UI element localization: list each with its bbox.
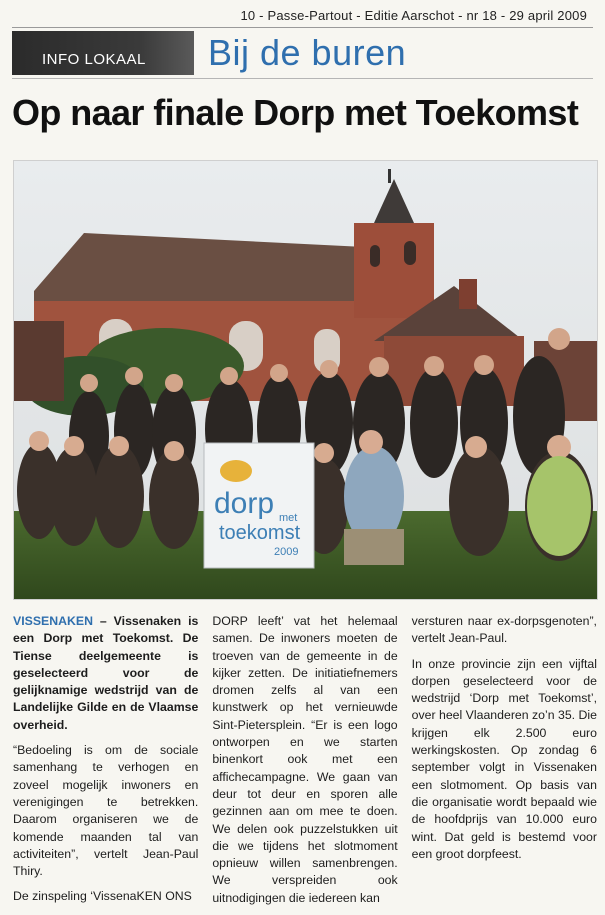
article-column-2 xyxy=(212,613,397,915)
sign-year: 2009 xyxy=(274,546,299,558)
article-lead xyxy=(13,613,198,734)
top-rule xyxy=(12,27,593,28)
article-paragraph-2: DORP leeft’ vat het helemaal samen. De inwoners moeten de troeven van de gemeente in de kijker zetten. De initiatiefnemers dromen zelfs al van een kunstwerk op het vernieuwde Sint-Pietersplein. “Er is een logo ontworpen en we starten binenkort ook met een affichecampagne. We gaan van deur tot deur en sporen alle gezinnen aan om mee te doen. We delen ook puzzelstukken uit die we tijdens het slotmoment opnieuw willen samenbrengen. We verspreiden ook uitnodigingen die iedereen kan xyxy=(212,614,398,905)
article-column-1 xyxy=(13,613,198,915)
article-dateline: VISSENAKEN xyxy=(13,614,93,628)
sign-word-met: met xyxy=(279,512,298,524)
headline: Op naar finale Dorp met Toekomst xyxy=(12,92,579,133)
article-paragraph-2-end: versturen naar ex-dorpsgenoten”, vertelt Jean-Paul. xyxy=(411,614,597,646)
article-paragraph-2-start: De zinspeling ‘VissenaKEN ONS xyxy=(13,889,192,904)
article-paragraph-1: “Bedoeling is om de sociale samenhang te verhogen en zoveel mogelijk inwoners en verenigingen te betrekken. Daarom organiseren we de komende maanden tal van activiteiten”, vertelt Jean-Paul Thiry. xyxy=(13,743,199,879)
sign-word-toekomst: toekomst xyxy=(219,522,301,544)
running-head: 10 - Passe-Partout - Editie Aarschot - nr 18 - 29 april 2009 xyxy=(240,8,587,23)
article-paragraph-3: In onze provincie zijn een vijftal dorpen geselecteerd voor de wedstrijd ‘Dorp met Toekomst’, over heel Vlaanderen zo’n 35. Die krijgen elk 2.500 euro werkingskosten. Op zondag 6 september volgt in Vissenaken een slotmoment. Op basis van die organisatie wordt bepaald wie de hoofdprijs van 10.000 euro wint. Dat geld is bestemd voor een groot dorpfeest. xyxy=(411,656,597,861)
sub-rule xyxy=(12,78,593,79)
rubric-label xyxy=(12,31,194,75)
article-body xyxy=(13,613,597,915)
photo-illustration xyxy=(14,161,598,600)
article-column-3 xyxy=(412,613,597,915)
dorp-met-toekomst-sign xyxy=(204,443,314,568)
rubric-text: INFO LOKAAL xyxy=(42,51,146,68)
section-title: Bij de buren xyxy=(208,32,407,73)
group-photo xyxy=(13,160,598,600)
sign-word-dorp: dorp xyxy=(214,487,275,520)
article-lead-text: – Vissenaken is een Dorp met Toekomst. De Tiense deelgemeente is geselecteerd voor de gelijknamige wedstrijd van de Landelijke Gilde en de Vlaamse overheid. xyxy=(13,614,199,732)
